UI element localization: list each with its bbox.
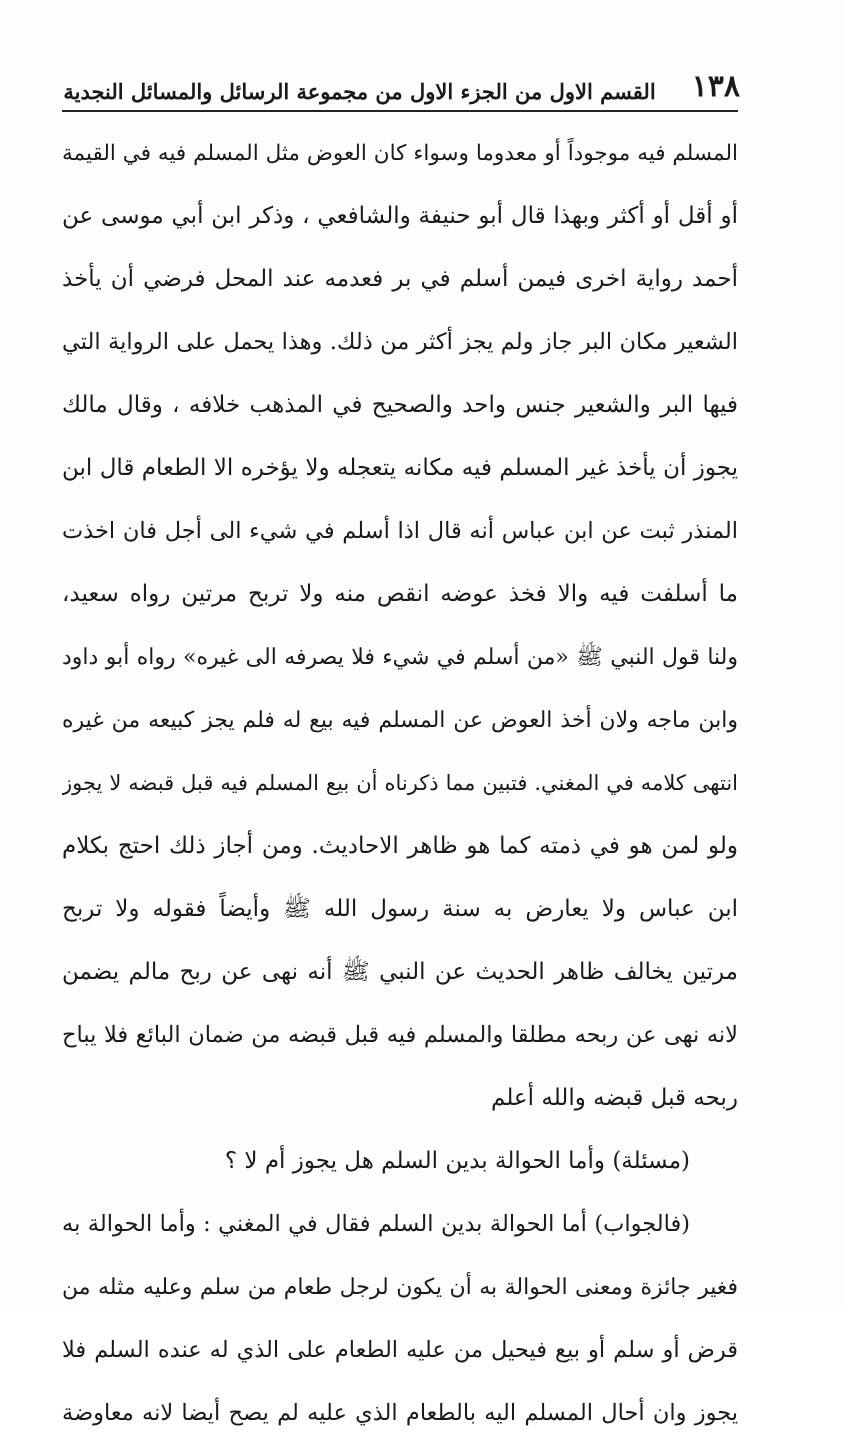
text-line: ربحه قبل قبضه والله أعلم	[491, 1085, 738, 1111]
page-header	[60, 52, 740, 102]
text-line: أحمد رواية اخرى فيمن أسلم في بر فعدمه عند المحل فرضي أن يأخذ	[62, 266, 738, 292]
text-line: ابن عباس ولا يعارض به سنة رسول الله ﷺ وأيضاً فقوله ولا تربح	[62, 896, 738, 922]
text-line: أو أقل أو أكثر وبهذا قال أبو حنيفة والشافعي ، وذكر ابن أبي موسى عن	[62, 203, 738, 229]
text-line: وابن ماجه ولان أخذ العوض عن المسلم فيه بيع له فلم يجز كبيعه من غيره	[62, 708, 738, 733]
running-title: القسم الاول من الجزء الاول من مجموعة الرسائل والمسائل النجدية	[63, 79, 656, 104]
header-divider	[62, 110, 738, 112]
text-line: ولو لمن هو في ذمته كما هو ظاهر الاحاديث. ومن أجاز ذلك احتج بكلام	[62, 833, 738, 859]
text-line: فغير جائزة ومعنى الحوالة به أن يكون لرجل طعام من سلم وعليه مثله من	[62, 1275, 738, 1300]
page-number: ١٣٨	[691, 69, 740, 104]
answer-heading: (فالجواب) أما الحوالة بدين السلم فقال في المغني : وأما الحوالة به	[62, 1211, 690, 1237]
text-line: المنذر ثبت عن ابن عباس أنه قال اذا أسلم في شيء الى أجل فان اخذت	[62, 518, 738, 544]
text-line: مرتين يخالف ظاهر الحديث عن النبي ﷺ أنه نهى عن ربح مالم يضمن	[62, 959, 738, 985]
body-text	[62, 122, 738, 1445]
text-line: الشعير مكان البر جاز ولم يجز أكثر من ذلك. وهذا يحمل على الرواية التي	[62, 329, 738, 355]
text-line: فيها البر والشعير جنس واحد والصحيح في المذهب خلافه ، وقال مالك	[62, 392, 738, 418]
text-line: المسلم فيه موجوداً أو معدوما وسواء كان العوض مثل المسلم فيه في القيمة	[62, 141, 738, 166]
question-heading: (مسئلة) وأما الحوالة بدين السلم هل يجوز أم لا ؟	[224, 1148, 690, 1174]
text-line: يجوز وان أحال المسلم اليه بالطعام الذي عليه لم يصح أيضا لانه معاوضة	[62, 1400, 738, 1426]
text-line: انتهى كلامه في المغني. فتبين مما ذكرناه أن بيع المسلم فيه قبل قبضه لا يجوز	[62, 771, 738, 795]
text-line: قرض أو سلم أو بيع فيحيل من عليه الطعام على الذي له عنده السلم فلا	[62, 1337, 738, 1363]
text-line: لانه نهى عن ربحه مطلقا والمسلم فيه قبل قبضه من ضمان البائع فلا يباح	[62, 1022, 738, 1048]
text-line: ما أسلفت فيه والا فخذ عوضه انقص منه ولا تربح مرتين رواه سعيد،	[62, 581, 738, 607]
text-line: يجوز أن يأخذ غير المسلم فيه مكانه يتعجله ولا يؤخره الا الطعام قال ابن	[62, 455, 738, 481]
text-line: ولنا قول النبي ﷺ «من أسلم في شيء فلا يصرفه الى غيره» رواه أبو داود	[62, 645, 738, 670]
